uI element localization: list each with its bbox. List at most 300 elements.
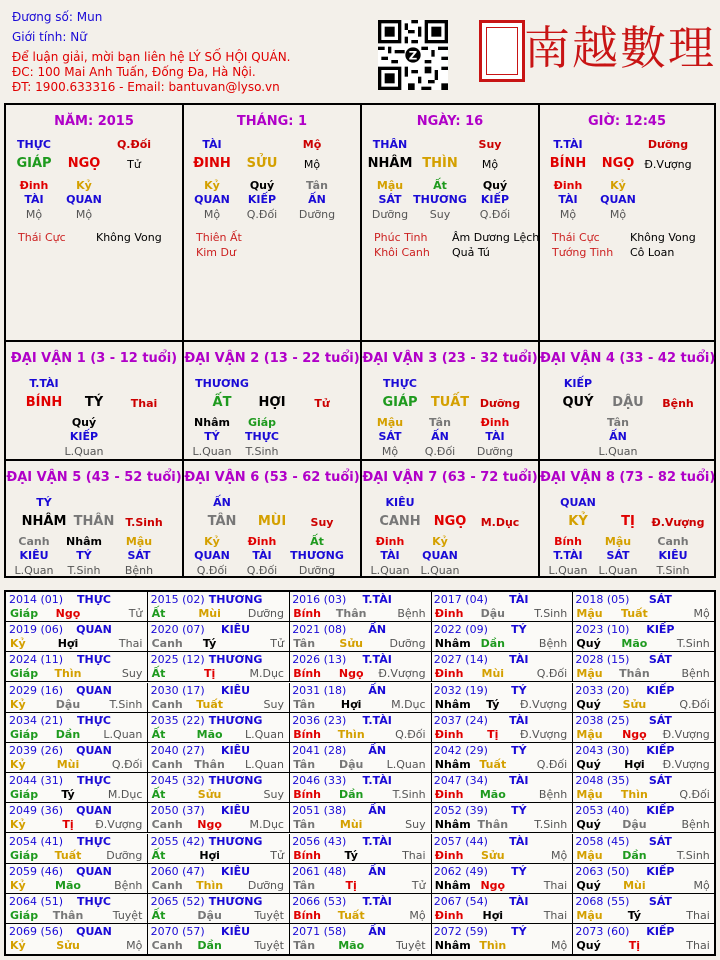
- earthly-branch: NGỌ: [433, 514, 467, 529]
- year-branch: Tý: [486, 697, 500, 711]
- year-stem: Đinh: [434, 667, 464, 681]
- year-branch: Thìn: [620, 788, 648, 802]
- life-stage: Đ.Vượng: [644, 158, 692, 171]
- year-stage: Đ.Vượng: [519, 697, 568, 711]
- year-branch: Thân: [619, 667, 650, 681]
- year-stage: Thai: [118, 637, 143, 651]
- life-stage: M.Dục: [480, 516, 520, 529]
- dai-van-title: ĐẠI VẬN 1 (3 - 12 tuổi): [10, 351, 178, 366]
- year-star: SÁT: [648, 653, 672, 667]
- pillar-stem-star: T.TÀI: [553, 138, 583, 151]
- earthly-branch: NGỌ: [601, 156, 635, 171]
- year-label: 2024 (11): [9, 653, 64, 667]
- year-branch: Tuất: [54, 848, 82, 862]
- dai-van-star: KIẾP: [563, 377, 593, 390]
- year-star: KIÊU: [221, 623, 251, 637]
- dai-van-cell: [184, 342, 362, 461]
- hidden-star: QUAN: [600, 193, 636, 206]
- hidden-stem: Kỷ: [204, 535, 220, 548]
- hidden-stage: Bệnh: [124, 564, 154, 577]
- year-star: KIÊU: [221, 744, 251, 757]
- year-cell: [289, 622, 431, 652]
- heavenly-stem: KỶ: [568, 514, 588, 529]
- year-stem: Canh: [151, 758, 183, 771]
- year-stage: Suy: [405, 818, 426, 832]
- year-label: 2050 (37): [150, 804, 205, 818]
- year-cell: [289, 743, 431, 773]
- year-label: 2031 (18): [292, 683, 347, 697]
- year-stem: Quý: [576, 637, 601, 651]
- year-stage: Q.Đối: [536, 667, 568, 681]
- year-stage: Bệnh: [538, 788, 568, 802]
- year-cell: [6, 652, 148, 682]
- hidden-star: THỰC: [245, 430, 279, 443]
- year-cell: [289, 683, 431, 713]
- hidden-stage: Q.Đối: [246, 564, 278, 577]
- year-label: 2027 (14): [433, 653, 488, 667]
- year-cell: [6, 592, 148, 622]
- earthly-branch: DẬU: [612, 395, 644, 410]
- year-cell: [289, 924, 431, 954]
- earthly-branch: TỊ: [621, 514, 635, 529]
- hidden-stem: Giáp: [247, 416, 277, 429]
- contact-line: Để luận giải, mời bạn liên hệ LÝ SỐ HỘI QUÁN.: [12, 50, 291, 64]
- year-star: THƯƠNG: [208, 774, 263, 788]
- year-star: THỰC: [77, 834, 111, 848]
- year-stage: Dưỡng: [389, 637, 426, 651]
- hidden-star: SÁT: [127, 549, 151, 562]
- year-star: KIÊU: [221, 683, 251, 697]
- year-cell: [431, 713, 573, 743]
- heavenly-stem: ẤT: [212, 395, 232, 410]
- year-star: KIÊU: [221, 804, 251, 818]
- year-stem: Ất: [151, 727, 166, 741]
- hidden-stem: Đinh: [375, 535, 405, 548]
- year-cell: [572, 652, 714, 682]
- hidden-stem: Quý: [249, 179, 275, 192]
- year-cell: [572, 924, 714, 954]
- year-branch: Dậu: [480, 607, 505, 620]
- hidden-stage: T.Sinh: [67, 564, 101, 577]
- year-star: ẤN: [368, 623, 387, 637]
- hidden-stem: Canh: [18, 535, 50, 548]
- year-label: 2068 (55): [575, 895, 630, 908]
- year-stem: Nhâm: [434, 637, 471, 651]
- year-label: 2058 (45): [575, 834, 630, 848]
- year-branch: Mùi: [56, 758, 80, 771]
- year-label: 2051 (38): [292, 804, 347, 818]
- hidden-stage: Suy: [429, 208, 451, 221]
- year-label: 2035 (22): [150, 713, 205, 727]
- year-label: 2042 (29): [433, 744, 488, 757]
- year-star: TÝ: [511, 683, 527, 697]
- hidden-stage: Mộ: [381, 445, 399, 458]
- year-label: 2061 (48): [292, 864, 347, 878]
- hidden-star: TÀI: [24, 193, 44, 206]
- year-stem: Canh: [151, 697, 183, 711]
- year-stem: Mậu: [576, 667, 603, 681]
- year-label: 2049 (36): [9, 804, 64, 818]
- auxiliary-star: Không Vong: [630, 231, 696, 244]
- year-star: THƯƠNG: [208, 895, 263, 908]
- year-cell: [148, 773, 290, 803]
- year-cell: [572, 864, 714, 894]
- year-star: ẤN: [368, 744, 387, 757]
- hidden-stem: Canh: [657, 535, 689, 548]
- hidden-stem: Đinh: [19, 179, 49, 192]
- year-cell: [289, 834, 431, 864]
- auxiliary-star: Không Vong: [96, 231, 162, 244]
- year-label: 2065 (52): [150, 895, 205, 908]
- year-label: 2038 (25): [575, 713, 630, 727]
- year-label: 2015 (02): [150, 593, 205, 606]
- year-stage: Tử: [128, 607, 143, 620]
- year-label: 2029 (16): [9, 683, 64, 697]
- dai-van-cell: [6, 342, 184, 461]
- year-label: 2032 (19): [433, 683, 488, 697]
- year-branch: Ngọ: [480, 878, 506, 892]
- annual-luck-grid: [4, 590, 716, 956]
- hidden-stem: Ất: [433, 179, 447, 192]
- life-stage: Mộ: [481, 158, 499, 171]
- year-label: 2018 (05): [575, 593, 630, 606]
- year-star: T.TÀI: [362, 834, 392, 848]
- auxiliary-star: Thái Cực: [552, 231, 600, 244]
- year-cell: [572, 743, 714, 773]
- heavenly-stem: BÍNH: [25, 395, 63, 410]
- year-stage: Suy: [263, 697, 284, 711]
- year-cell: [431, 773, 573, 803]
- year-branch: Mùi: [481, 667, 505, 681]
- year-cell: [431, 683, 573, 713]
- year-cell: [572, 834, 714, 864]
- year-stage: Tuyệt: [254, 939, 284, 953]
- year-branch: Sửu: [622, 697, 647, 711]
- year-stem: Giáp: [10, 667, 39, 681]
- year-star: THỰC: [77, 713, 111, 727]
- year-branch: Tý: [202, 637, 217, 651]
- year-stem: Tân: [293, 697, 316, 711]
- year-star: TÀI: [509, 895, 529, 908]
- year-branch: Tuất: [196, 697, 223, 711]
- year-star: T.TÀI: [362, 774, 392, 788]
- year-cell: [6, 743, 148, 773]
- year-stem: Mậu: [576, 848, 603, 862]
- year-star: TÝ: [511, 864, 527, 878]
- year-cell: [289, 803, 431, 833]
- year-star: KIẾP: [646, 683, 675, 697]
- hidden-stage: L.Quan: [598, 445, 638, 458]
- year-label: 2019 (06): [9, 623, 64, 637]
- pillar-grid: [4, 103, 716, 578]
- heavenly-stem: NHÂM: [21, 514, 67, 529]
- year-stem: Tân: [293, 939, 316, 953]
- year-stem: Kỷ: [10, 697, 26, 711]
- year-branch: Dần: [480, 637, 505, 651]
- year-branch: Tý: [344, 848, 358, 862]
- year-cell: [148, 834, 290, 864]
- address-line: ĐC: 100 Mai Anh Tuấn, Đống Đa, Hà Nội.: [12, 65, 256, 79]
- hidden-stage: Q.Đối: [424, 445, 456, 458]
- year-stem: Bính: [293, 788, 322, 802]
- year-branch: Mão: [338, 939, 365, 953]
- year-cell: [6, 713, 148, 743]
- year-branch: Thìn: [54, 667, 82, 681]
- earthly-branch: THÂN: [73, 514, 115, 529]
- year-cell: [289, 864, 431, 894]
- hidden-star: QUAN: [66, 193, 102, 206]
- year-label: 2054 (41): [9, 834, 64, 848]
- dai-van-title: ĐẠI VẬN 8 (73 - 82 tuổi): [540, 470, 716, 485]
- hidden-stage: T.Sinh: [245, 445, 279, 458]
- year-star: KIÊU: [221, 864, 251, 878]
- year-branch: Hợi: [624, 758, 645, 771]
- hidden-stem: Nhâm: [194, 416, 230, 429]
- year-star: SÁT: [648, 834, 672, 848]
- year-stage: Q.Đối: [395, 727, 426, 741]
- year-star: THỰC: [77, 653, 111, 667]
- year-stem: Kỷ: [10, 758, 26, 771]
- life-stage: T.Sinh: [125, 516, 163, 529]
- year-label: 2028 (15): [575, 653, 630, 667]
- year-cell: [431, 652, 573, 682]
- year-star: QUAN: [76, 864, 112, 878]
- pillar-top-state: Dưỡng: [647, 138, 689, 151]
- year-stage: L.Quan: [386, 758, 426, 771]
- year-cell: [148, 894, 290, 924]
- hidden-stem: Tân: [306, 179, 328, 192]
- year-branch: Thân: [335, 607, 367, 620]
- hidden-stem: Tân: [429, 416, 451, 429]
- earthly-branch: TÝ: [84, 395, 104, 410]
- year-star: KIÊU: [221, 925, 251, 939]
- hidden-stem: Mậu: [125, 535, 153, 548]
- year-cell: [6, 803, 148, 833]
- year-stage: Dưỡng: [247, 878, 284, 892]
- pillar-title: THÁNG: 1: [236, 114, 308, 129]
- auxiliary-star: Tướng Tinh: [552, 246, 614, 259]
- year-stage: Tuyệt: [254, 909, 284, 922]
- year-star: QUAN: [76, 683, 112, 697]
- hidden-star: SÁT: [606, 549, 630, 562]
- year-stage: Mộ: [550, 848, 568, 862]
- year-stage: Bệnh: [397, 607, 426, 620]
- hidden-star: TÀI: [252, 549, 272, 562]
- hidden-stem: Kỷ: [204, 179, 220, 192]
- year-stage: Đ.Vượng: [519, 727, 568, 741]
- year-cell: [289, 894, 431, 924]
- year-stage: L.Quan: [245, 758, 284, 771]
- year-cell: [431, 622, 573, 652]
- year-stage: T.Sinh: [534, 607, 568, 620]
- hidden-stem: Kỷ: [432, 535, 448, 548]
- hidden-star: TÝ: [76, 549, 92, 562]
- year-stem: Kỷ: [10, 939, 26, 953]
- year-stem: Kỷ: [10, 878, 26, 892]
- year-branch: Sửu: [339, 637, 363, 651]
- year-stage: Đ.Vượng: [95, 818, 143, 832]
- pillar-top-state: Suy: [478, 138, 502, 151]
- year-cell: [148, 713, 290, 743]
- year-stem: Mậu: [576, 788, 603, 802]
- year-cell: [572, 803, 714, 833]
- year-star: THỰC: [77, 774, 111, 788]
- hidden-star: QUAN: [194, 549, 230, 562]
- heavenly-stem: BÍNH: [549, 156, 587, 171]
- year-branch: Mùi: [623, 878, 646, 892]
- heavenly-stem: CANH: [379, 514, 421, 529]
- year-stage: Đ.Vượng: [662, 758, 710, 771]
- year-star: THƯƠNG: [208, 713, 263, 727]
- hidden-star: TÀI: [558, 193, 578, 206]
- year-star: ẤN: [368, 864, 387, 878]
- hidden-stem: Đinh: [480, 416, 510, 429]
- year-branch: Dần: [622, 848, 647, 862]
- year-stem: Bính: [293, 848, 322, 862]
- year-label: 2047 (34): [433, 774, 488, 788]
- year-label: 2014 (01): [9, 593, 64, 606]
- year-stage: T.Sinh: [676, 848, 710, 862]
- year-stage: Thai: [543, 909, 568, 922]
- year-star: QUAN: [76, 623, 112, 637]
- dai-van-title: ĐẠI VẬN 5 (43 - 52 tuổi): [6, 470, 182, 485]
- earthly-branch: HỢI: [258, 395, 286, 410]
- year-stem: Canh: [151, 878, 183, 892]
- year-label: 2072 (59): [433, 925, 488, 939]
- year-label: 2037 (24): [433, 713, 488, 727]
- year-label: 2039 (26): [9, 744, 64, 757]
- earthly-branch: MÙI: [257, 514, 287, 529]
- hidden-stage: L.Quan: [548, 564, 588, 577]
- year-cell: [572, 592, 714, 622]
- year-stem: Kỷ: [10, 818, 26, 832]
- heavenly-stem: GIÁP: [382, 395, 418, 410]
- year-stage: Q.Đối: [679, 697, 710, 711]
- year-branch: Hợi: [199, 848, 220, 862]
- year-stage: M.Dục: [249, 818, 284, 832]
- heavenly-stem: GIÁP: [16, 156, 52, 171]
- year-cell: [431, 743, 573, 773]
- hidden-stage: Dưỡng: [476, 445, 514, 458]
- year-branch: Ngọ: [338, 667, 364, 681]
- year-stage: Dưỡng: [106, 848, 143, 862]
- year-cell: [289, 713, 431, 743]
- year-stage: Thai: [402, 848, 426, 862]
- qr-code-icon: [378, 20, 448, 90]
- year-stage: M.Dục: [391, 697, 426, 711]
- hidden-star: ẤN: [308, 193, 326, 206]
- year-label: 2052 (39): [433, 804, 488, 818]
- hidden-stage: L.Quan: [370, 564, 410, 577]
- hidden-stage: Mộ: [75, 208, 93, 221]
- year-stage: T.Sinh: [392, 788, 426, 802]
- year-stem: Nhâm: [434, 878, 471, 892]
- year-star: THƯƠNG: [208, 834, 263, 848]
- year-branch: Hợi: [57, 637, 79, 651]
- earthly-branch: THÌN: [422, 156, 458, 171]
- auxiliary-star: Cô Loan: [630, 246, 675, 259]
- hidden-star: T.TÀI: [553, 549, 583, 562]
- year-stem: Bính: [293, 909, 322, 922]
- logo: 南越數理: [524, 21, 716, 75]
- heavenly-stem: NHÂM: [367, 156, 413, 171]
- year-cell: [431, 894, 573, 924]
- hidden-star: THƯƠNG: [290, 549, 344, 562]
- dai-van-star: TÝ: [36, 496, 52, 509]
- year-label: 2033 (20): [575, 683, 630, 697]
- dai-van-cell: [540, 342, 716, 461]
- year-branch: Sửu: [56, 939, 80, 953]
- pillar-cell: [6, 105, 184, 342]
- hidden-star: TÀI: [380, 549, 400, 562]
- year-label: 2046 (33): [292, 774, 347, 788]
- year-label: 2062 (49): [433, 864, 488, 878]
- year-branch: Thìn: [337, 727, 365, 741]
- hidden-stem: Bính: [554, 535, 582, 548]
- year-cell: [431, 834, 573, 864]
- year-stage: Mộ: [693, 607, 710, 620]
- year-branch: Dần: [197, 939, 222, 953]
- year-stem: Canh: [151, 637, 183, 651]
- year-star: SÁT: [648, 593, 672, 606]
- year-label: 2043 (30): [575, 744, 630, 757]
- year-stage: Tử: [270, 848, 284, 862]
- hidden-stage: Q.Đối: [196, 564, 228, 577]
- hidden-stage: L.Quan: [420, 564, 460, 577]
- year-star: TÀI: [509, 653, 529, 667]
- year-star: ẤN: [368, 804, 387, 818]
- year-label: 2057 (44): [433, 834, 488, 848]
- hidden-star: KIẾP: [480, 193, 510, 206]
- year-label: 2022 (09): [433, 623, 488, 637]
- year-stem: Giáp: [10, 909, 39, 922]
- year-stage: Suy: [263, 788, 284, 802]
- hidden-stem: Mậu: [376, 416, 404, 429]
- year-star: THỰC: [77, 593, 111, 606]
- hidden-star: ẤN: [431, 430, 449, 443]
- year-cell: [572, 773, 714, 803]
- year-stem: Bính: [293, 667, 322, 681]
- life-stage: Mộ: [303, 158, 321, 171]
- hidden-stage: Dưỡng: [298, 564, 336, 577]
- year-cell: [431, 592, 573, 622]
- hidden-stage: L.Quan: [598, 564, 638, 577]
- year-label: 2070 (57): [150, 925, 205, 939]
- year-stem: Kỷ: [10, 637, 26, 651]
- year-branch: Hợi: [340, 697, 362, 711]
- year-stage: Bệnh: [538, 637, 568, 651]
- year-label: 2048 (35): [575, 774, 630, 788]
- year-stage: Q.Đối: [111, 758, 143, 771]
- hidden-stage: Mộ: [203, 208, 221, 221]
- year-star: QUAN: [76, 804, 112, 818]
- hidden-star: ẤN: [609, 430, 627, 443]
- year-branch: Thìn: [196, 878, 224, 892]
- year-stem: Mậu: [576, 727, 603, 741]
- year-star: ẤN: [368, 925, 387, 939]
- heavenly-stem: ĐINH: [193, 156, 231, 171]
- dai-van-star: T.TÀI: [29, 377, 59, 390]
- pillar-title: NGÀY: 16: [416, 114, 484, 129]
- year-cell: [6, 894, 148, 924]
- dai-van-cell: [6, 461, 184, 578]
- year-stem: Mậu: [576, 909, 603, 922]
- year-label: 2020 (07): [150, 623, 205, 637]
- hidden-stage: T.Sinh: [656, 564, 690, 577]
- year-star: THƯƠNG: [208, 593, 263, 606]
- year-stem: Giáp: [10, 607, 39, 620]
- year-stem: Quý: [576, 758, 601, 771]
